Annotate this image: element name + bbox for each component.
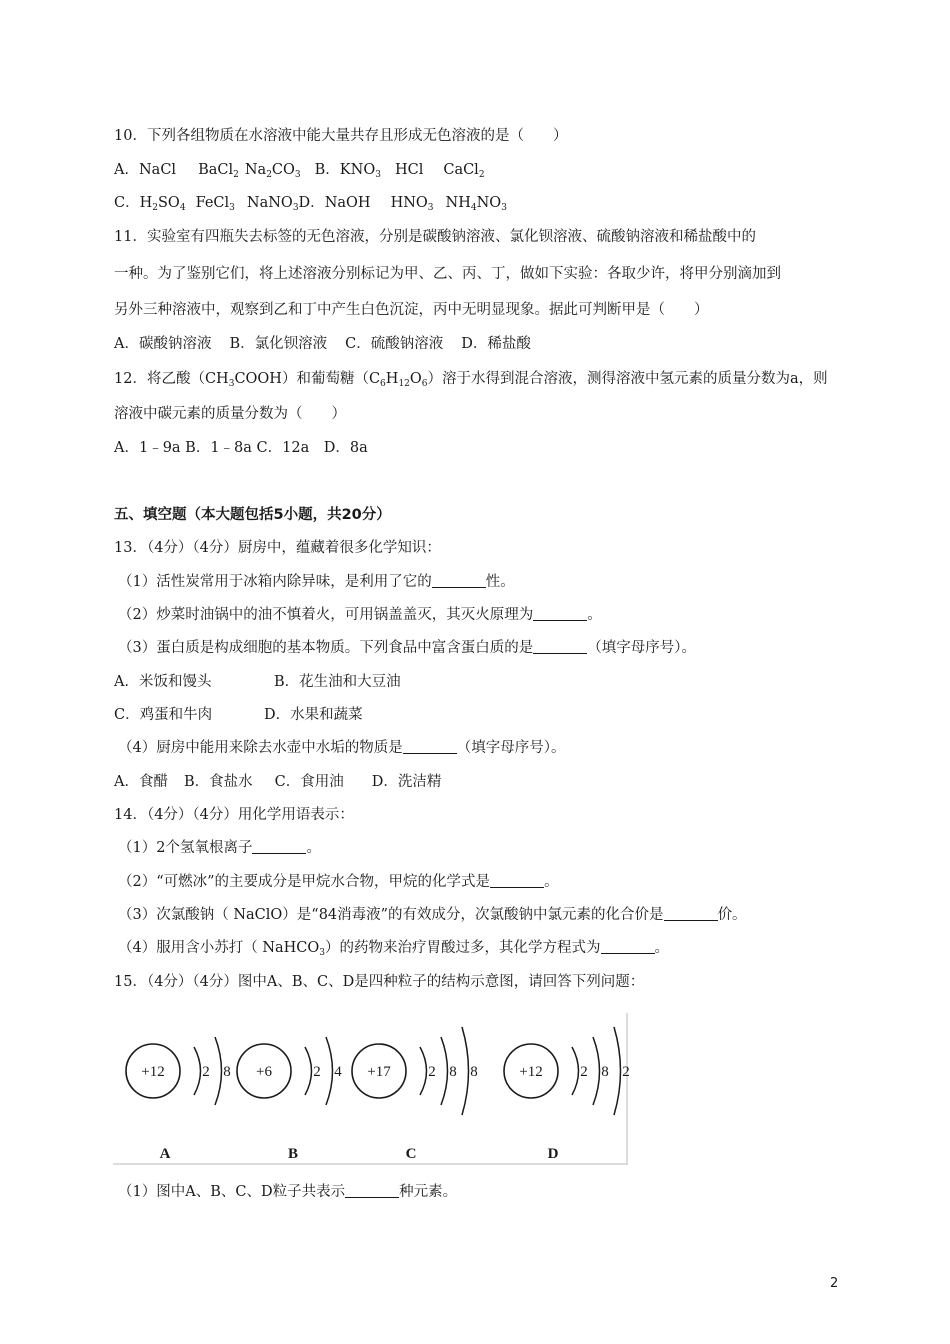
q15-part1: （1）图中A、B、C、D粒子共表示 种元素。	[118, 1184, 458, 1200]
q11-line2: 一种。为了鉴别它们，将上述溶液分别标记为甲、乙、丙、丁，做如下实验：各取少许，将甲分别滴加到	[114, 266, 781, 282]
electron-shell-arc	[462, 1027, 469, 1115]
electron-shell-arc	[572, 1047, 579, 1095]
nucleus-charge: +17	[367, 1064, 391, 1080]
q13-part3-options-cd: C．鸡蛋和牛肉 D．水果和蔬菜	[114, 707, 363, 723]
electron-shell-arc	[194, 1047, 201, 1095]
atom-label: C	[405, 1146, 417, 1162]
q11-line3: 另外三种溶液中，观察到乙和丁中产生白色沉淀，丙中无明显现象。据此可判断甲是（ ）	[114, 302, 709, 318]
answer-blank[interactable]	[664, 906, 718, 921]
electron-shell-arc	[305, 1047, 312, 1095]
answer-blank[interactable]	[490, 873, 544, 888]
electron-count: 8	[470, 1064, 478, 1080]
electron-count: 8	[449, 1064, 457, 1080]
electron-shell-arc	[441, 1037, 448, 1105]
answer-blank[interactable]	[533, 639, 587, 654]
q13-part1: （1）活性炭常用于冰箱内除异味，是利用了它的 性。	[118, 574, 515, 590]
answer-blank[interactable]	[601, 939, 655, 954]
page-number: 2	[830, 1276, 839, 1291]
answer-blank[interactable]	[252, 839, 306, 854]
q14-part2: （2）“可燃冰”的主要成分是甲烷水合物，甲烷的化学式是 。	[118, 874, 559, 890]
atom-label: D	[547, 1146, 559, 1162]
electron-shell-arc	[326, 1037, 333, 1105]
nucleus-charge: +12	[141, 1064, 165, 1080]
q14-part1: （1）2个氢氧根离子 。	[118, 840, 321, 856]
q10-stem: 10．下列各组物质在水溶液中能大量共存且形成无色溶液的是（ ）	[114, 128, 568, 144]
q14-part4: （4）服用含小苏打（ NaHCO$_3$）的药物来治疗胃酸过多，其化学方程式为 。	[118, 940, 670, 958]
q10-options-line2: C．$H_2SO_4$ FeCl$_3$ NaNO$_3$D．NaOH $HNO_3$ $NH_4NO_3$	[114, 195, 507, 213]
q15-stem: 15．（4分）（4分）图中A、B、C、D是四种粒子的结构示意图，请回答下列问题：	[114, 974, 645, 990]
q10-options-line1: A．NaCl BaCl$_2$ $Na_2CO_3$ B．$KNO_3$ HCl CaCl$_2$	[114, 162, 485, 180]
q13-stem: 13．（4分）（4分）厨房中，蕴藏着很多化学知识：	[114, 540, 441, 556]
nucleus-charge: +12	[519, 1064, 543, 1080]
electron-count: 2	[622, 1064, 630, 1080]
q13-part3: （3）蛋白质是构成细胞的基本物质。下列食品中富含蛋白质的是 （填字母序号）。	[118, 640, 696, 656]
answer-blank[interactable]	[403, 739, 457, 754]
electron-shell-arc	[614, 1027, 621, 1115]
q13-part4: （4）厨房中能用来除去水壶中水垢的物质是 （填字母序号）。	[118, 740, 566, 756]
electron-count: 2	[580, 1064, 588, 1080]
atom-label: A	[159, 1146, 171, 1162]
answer-blank[interactable]	[345, 1183, 399, 1198]
electron-shell-arc	[593, 1037, 600, 1105]
electron-count: 2	[428, 1064, 436, 1080]
q12-options: A．1﹣9a B．1﹣8a C．12a D．8a	[114, 440, 368, 456]
q13-part4-options: A．食醋 B．食盐水 C．食用油 D．洗洁精	[114, 774, 442, 790]
q14-stem: 14．（4分）（4分）用化学用语表示：	[114, 807, 354, 823]
nucleus-charge: +6	[256, 1064, 272, 1080]
q13-part2: （2）炒菜时油锅中的油不慎着火，可用锅盖盖灭，其灭火原理为 。	[118, 607, 602, 623]
atom-label: B	[287, 1146, 299, 1162]
electron-count: 4	[334, 1064, 342, 1080]
answer-blank[interactable]	[432, 573, 486, 588]
q11-options: A．碳酸钠溶液 B．氯化钡溶液 C．硫酸钠溶液 D．稀盐酸	[114, 336, 531, 352]
electron-shell-arc	[215, 1037, 222, 1105]
q11-line1: 11．实验室有四瓶失去标签的无色溶液，分别是碳酸钠溶液、氯化钡溶液、硫酸钠溶液和稀盐酸中的	[114, 229, 756, 245]
atomic-structure-diagram	[113, 1013, 630, 1165]
electron-count: 8	[601, 1064, 609, 1080]
q12-line2: 溶液中碳元素的质量分数为（ ）	[114, 406, 346, 422]
q12-line1: 12．将乙酸$(CH_3COOH)$和葡萄糖$(C_6H_{12}O_6)$溶于水得到混合溶液，测得溶液中氢元素的质量分数为a，则	[114, 371, 828, 389]
electron-shell-arc	[420, 1047, 427, 1095]
electron-count: 8	[223, 1064, 231, 1080]
q13-part3-options-ab: A．米饭和馒头 B．花生油和大豆油	[114, 674, 401, 690]
electron-count: 2	[313, 1064, 321, 1080]
answer-blank[interactable]	[533, 606, 587, 621]
electron-count: 2	[202, 1064, 210, 1080]
q14-part3: （3）次氯酸钠（ NaClO）是“84消毒液”的有效成分，次氯酸钠中氯元素的化合价是 价。	[118, 907, 747, 923]
section-title: 五、填空题（本大题包括5小题，共20分）	[114, 507, 391, 523]
